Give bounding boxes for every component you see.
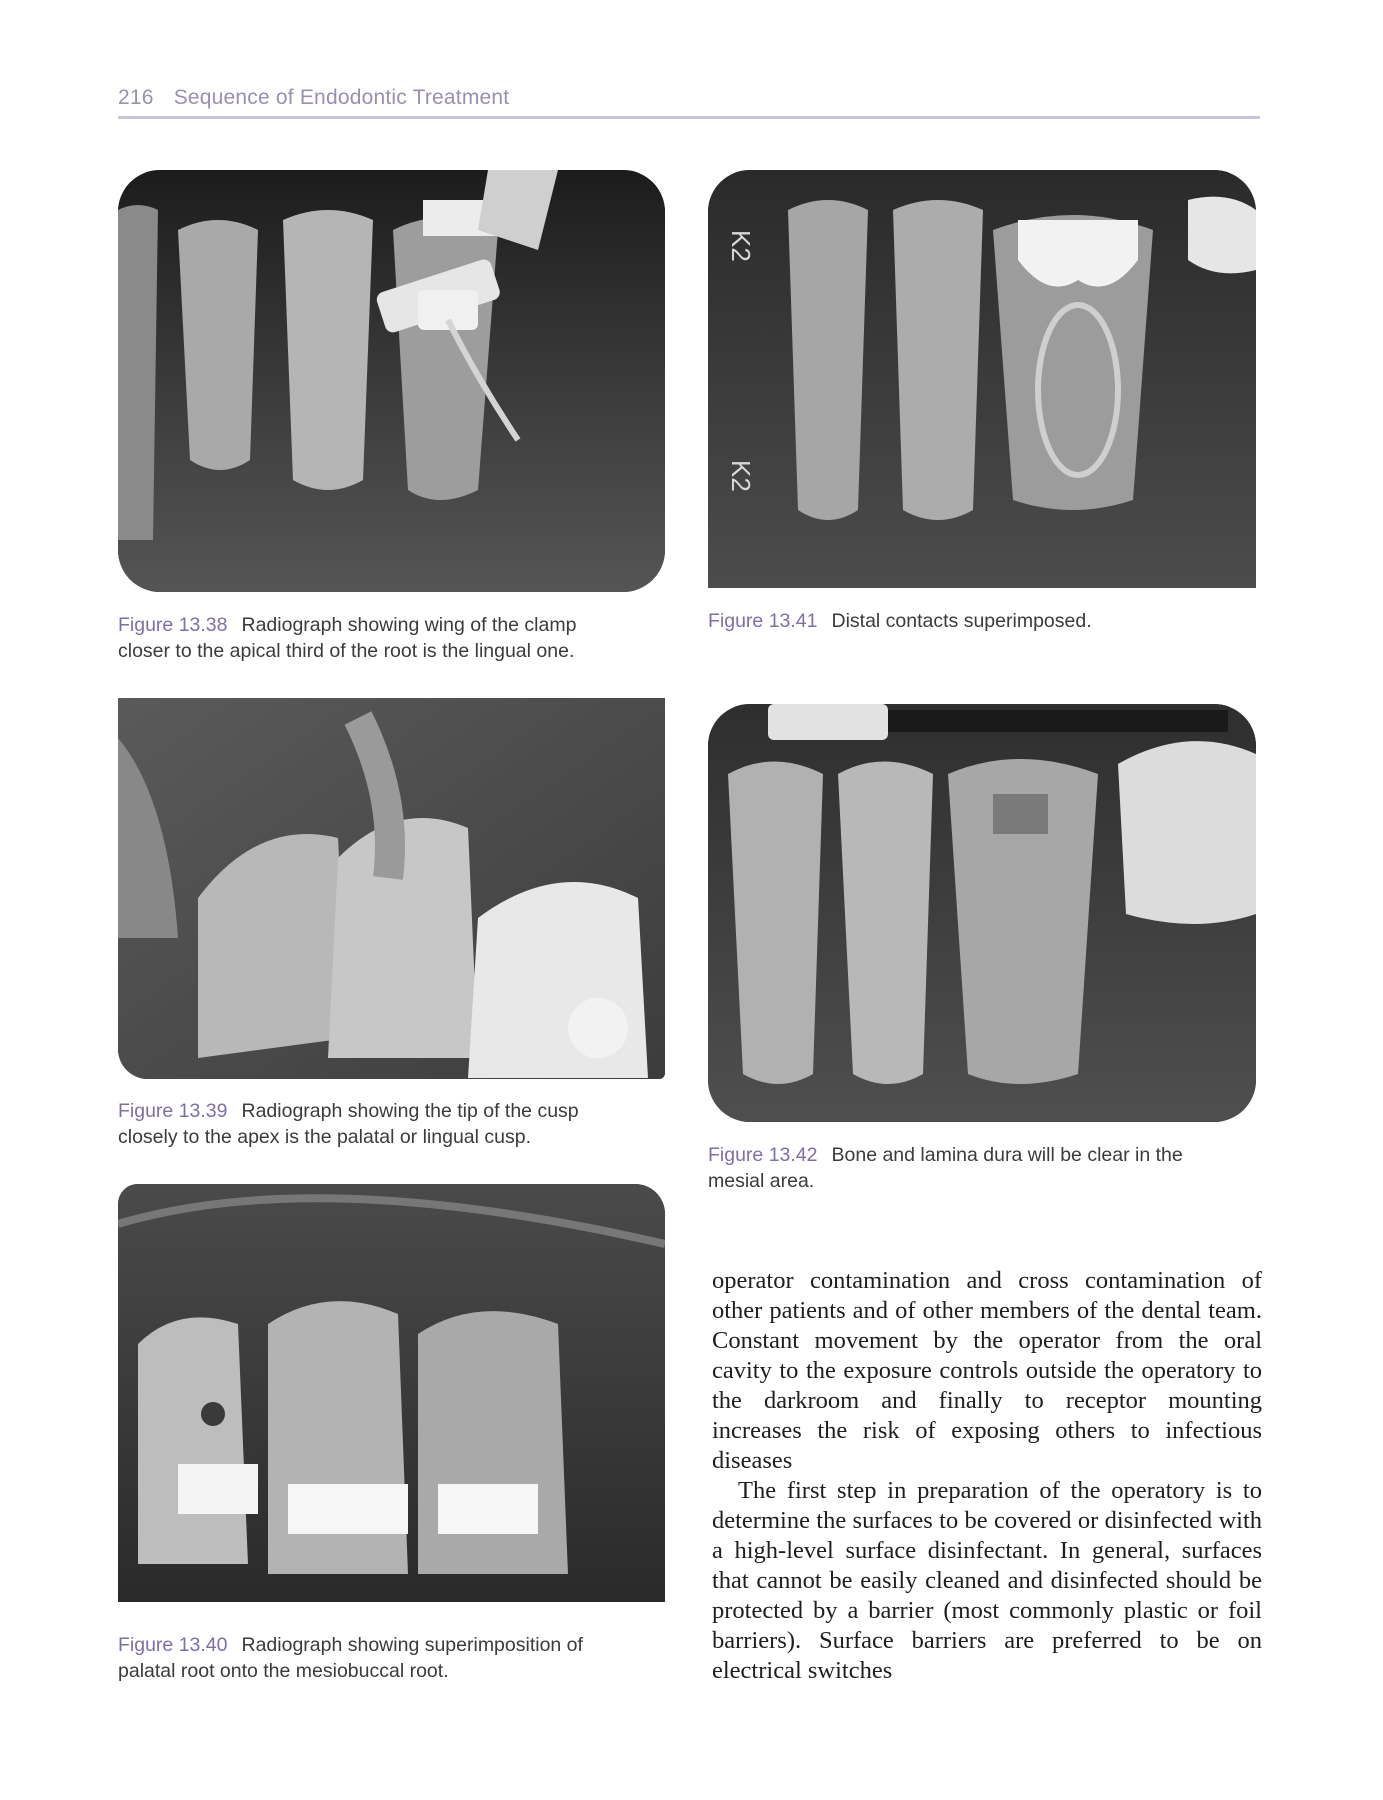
figure-caption-text: Distal contacts superimposed. <box>831 610 1092 632</box>
figure-caption-text: Bone and lamina dura will be clear in the mesial area. <box>708 1144 1183 1192</box>
radiograph-figure-13-41 <box>708 170 1256 588</box>
page-number: 216 <box>118 86 154 109</box>
running-header <box>118 86 509 110</box>
body-paragraph: The first step in preparation of the operatory is to determine the surfaces to be covered or disinfected with a high-level surface disinfectant. In general, surfaces that cannot be easily cleaned and disinfected should be protected by a barrier (most commonly plastic or foil barriers). Surface barriers are preferred to be on electrical switches <box>712 1477 1262 1684</box>
running-title: Sequence of Endodontic Treatment <box>173 86 510 109</box>
figure-label: Figure 13.42 <box>708 1144 818 1166</box>
body-paragraph: operator contamination and cross contamination of other patients and of other members of the dental team. Constant movement by the operator from the oral cavity to the exposure controls outside the operatory to the darkroom and finally to receptor mounting increases the risk of exposing others to infectious diseases <box>712 1267 1262 1474</box>
figure-label: Figure 13.39 <box>118 1100 228 1122</box>
figure-label: Figure 13.40 <box>118 1634 228 1656</box>
figure-13-41-caption <box>708 608 1218 634</box>
body-text <box>712 1266 1262 1686</box>
radiograph-figure-13-42 <box>708 704 1256 1122</box>
figure-13-38-caption <box>118 612 628 664</box>
figure-label: Figure 13.38 <box>118 614 228 636</box>
figure-13-42-caption <box>708 1142 1218 1194</box>
radiograph-figure-13-38 <box>118 170 665 592</box>
film-mark-top: K2 <box>726 230 756 262</box>
film-mark-bottom: K2 <box>726 460 756 492</box>
radiograph-figure-13-40 <box>118 1184 665 1602</box>
figure-caption-text: Radiograph showing superimposition of palatal root onto the mesiobuccal root. <box>118 1634 583 1682</box>
figure-13-39-caption <box>118 1098 628 1150</box>
figure-13-40-caption <box>118 1632 628 1684</box>
header-rule <box>118 116 1260 119</box>
figure-caption-text: Radiograph showing wing of the clamp closer to the apical third of the root is the lingual one. <box>118 614 577 662</box>
figure-caption-text: Radiograph showing the tip of the cusp closely to the apex is the palatal or lingual cusp. <box>118 1100 579 1148</box>
radiograph-figure-13-39 <box>118 698 665 1079</box>
figure-label: Figure 13.41 <box>708 610 818 632</box>
